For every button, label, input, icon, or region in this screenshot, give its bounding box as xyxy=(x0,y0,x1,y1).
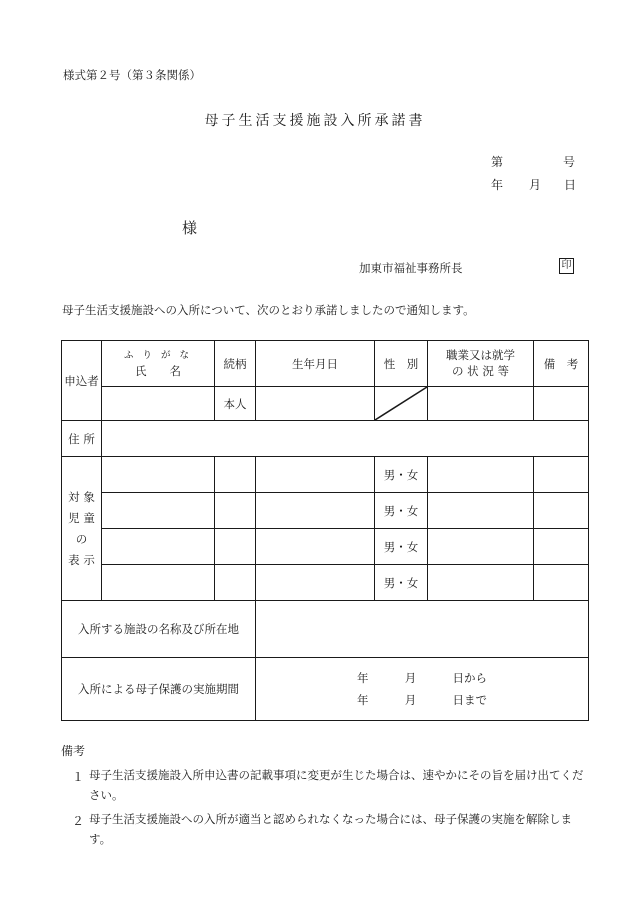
form-number: 様式第２号（第３条関係） xyxy=(63,68,201,82)
note-1-text: 母子生活支援施設入所申込書の記載事項に変更が生じた場合は、速やかにその旨を届け出てください。 xyxy=(89,768,584,802)
address-field[interactable] xyxy=(102,421,589,457)
facility-label: 入所する施設の名称及び所在地 xyxy=(62,601,256,658)
facility-field[interactable] xyxy=(256,601,589,658)
child-occupation-field[interactable] xyxy=(428,565,534,601)
diagonal-line xyxy=(375,387,427,420)
children-label-3: の xyxy=(75,531,88,546)
children-label-cell xyxy=(62,457,102,601)
name-header-cell xyxy=(102,341,215,387)
period-from-day: 日から xyxy=(452,671,487,685)
applicant-occupation-field[interactable] xyxy=(428,387,534,421)
period-from-month: 月 xyxy=(404,671,417,685)
applicant-label: 申込者 xyxy=(64,373,99,388)
date-month-label: 月 xyxy=(529,178,542,192)
child-relation-field[interactable] xyxy=(215,529,256,565)
applicant-name-field[interactable] xyxy=(102,387,215,421)
period-to-day: 日まで xyxy=(452,693,487,707)
child-name-field[interactable] xyxy=(102,565,215,601)
child-remarks-field[interactable] xyxy=(534,565,589,601)
date-year-label: 年 xyxy=(491,178,504,192)
address-label: 住 所 xyxy=(62,421,102,457)
period-to-row xyxy=(357,692,487,708)
approval-table xyxy=(61,340,589,721)
child-remarks-field[interactable] xyxy=(534,529,589,565)
child-gender-choice[interactable]: 男・女 xyxy=(375,493,428,529)
children-label-2: 児 童 xyxy=(68,510,95,525)
child-gender-choice[interactable]: 男・女 xyxy=(375,529,428,565)
child-relation-field[interactable] xyxy=(215,457,256,493)
children-label-4: 表 示 xyxy=(68,552,95,567)
period-to-month: 月 xyxy=(404,693,417,707)
number-label: 第 xyxy=(491,155,504,169)
applicant-label-cell xyxy=(62,341,102,421)
child-name-field[interactable] xyxy=(102,457,215,493)
child-birthdate-field[interactable] xyxy=(256,529,375,565)
note-1-number: １ xyxy=(72,770,85,784)
child-birthdate-field[interactable] xyxy=(256,457,375,493)
child-name-field[interactable] xyxy=(102,529,215,565)
occupation-header-cell xyxy=(428,341,534,387)
child-remarks-field[interactable] xyxy=(534,493,589,529)
note-2-text: 母子生活支援施設への入所が適当と認められなくなった場合には、母子保護の実施を解除します。 xyxy=(89,812,572,846)
addressee-honorific: 様 xyxy=(182,219,198,237)
occupation-line1: 職業又は就学 xyxy=(446,348,515,362)
child-occupation-field[interactable] xyxy=(428,529,534,565)
note-2-number: ２ xyxy=(72,814,85,828)
child-birthdate-field[interactable] xyxy=(256,565,375,601)
child-occupation-field[interactable] xyxy=(428,457,534,493)
children-label-1: 対 象 xyxy=(68,489,95,504)
date-day-label: 日 xyxy=(564,178,577,192)
period-from-row xyxy=(357,670,487,686)
period-field[interactable] xyxy=(256,658,589,721)
relation-header: 続柄 xyxy=(215,341,256,387)
period-to-year: 年 xyxy=(357,693,369,707)
issuer-name: 加東市福祉事務所長 xyxy=(359,261,463,275)
applicant-gender-crossed xyxy=(375,387,428,421)
period-label: 入所による母子保護の実施期間 xyxy=(62,658,256,721)
period-from-year: 年 xyxy=(357,671,369,685)
birthdate-header: 生年月日 xyxy=(256,341,375,387)
seal-mark: 印 xyxy=(559,258,574,274)
self-relation: 本人 xyxy=(215,387,256,421)
number-suffix: 号 xyxy=(563,155,576,169)
document-title: 母子生活支援施設入所承諾書 xyxy=(204,113,426,129)
child-occupation-field[interactable] xyxy=(428,493,534,529)
furigana-label: ふ り が な xyxy=(123,350,193,361)
gender-header: 性 別 xyxy=(375,341,428,387)
child-gender-choice[interactable]: 男・女 xyxy=(375,565,428,601)
notes-title: 備考 xyxy=(61,744,86,758)
name-label: 氏 名 xyxy=(135,364,181,378)
child-name-field[interactable] xyxy=(102,493,215,529)
applicant-remarks-field[interactable] xyxy=(534,387,589,421)
child-relation-field[interactable] xyxy=(215,565,256,601)
child-remarks-field[interactable] xyxy=(534,457,589,493)
child-birthdate-field[interactable] xyxy=(256,493,375,529)
applicant-birthdate-field[interactable] xyxy=(256,387,375,421)
occupation-line2: の 状 況 等 xyxy=(452,364,509,378)
remarks-header: 備 考 xyxy=(534,341,589,387)
intro-text: 母子生活支援施設への入所について、次のとおり承諾しましたので通知します。 xyxy=(62,303,475,317)
child-relation-field[interactable] xyxy=(215,493,256,529)
child-gender-choice[interactable]: 男・女 xyxy=(375,457,428,493)
